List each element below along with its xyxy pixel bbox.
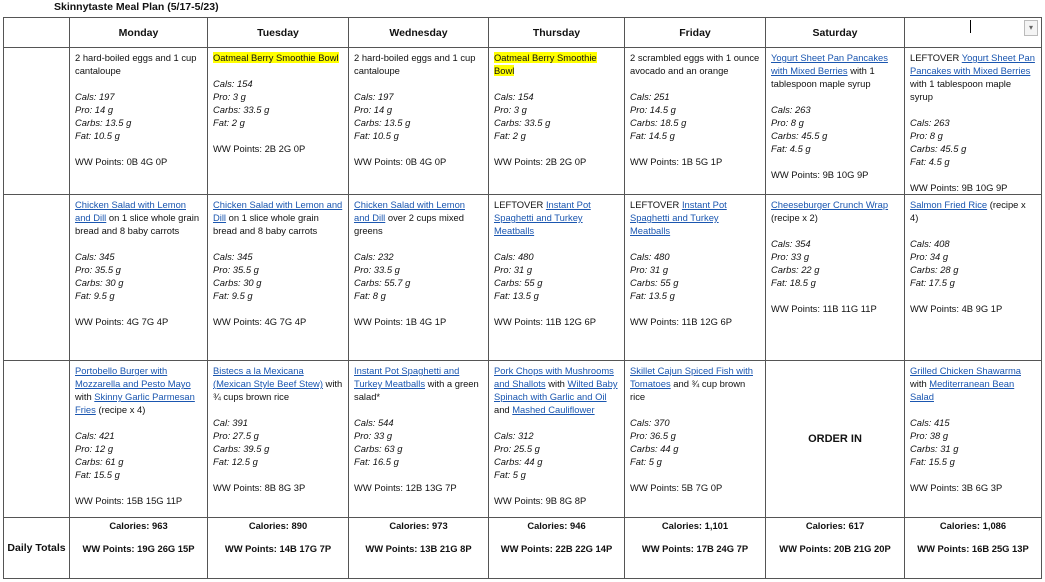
nutrition-pro: Pro: 35.5 g [75, 264, 121, 275]
recipe-link[interactable]: Chicken Salad with Lemon and Dill [354, 199, 465, 223]
nutrition-carbs: Carbs: 33.5 g [213, 104, 270, 115]
total-ww-points: WW Points: 20B 21G 20P [779, 543, 891, 554]
nutrition-carbs: Carbs: 55 g [494, 277, 543, 288]
nutrition-carbs: Carbs: 61 g [75, 456, 124, 467]
meal-description [354, 51, 483, 77]
day-header: Monday [70, 18, 208, 48]
daily-total-cell [349, 518, 489, 579]
ww-points: WW Points: 4G 7G 4P [75, 316, 169, 327]
meal-cell [489, 195, 625, 361]
page-title: Skinnytaste Meal Plan (5/17-5/23) [54, 1, 219, 13]
nutrition-fat: Fat: 12.5 g [213, 456, 258, 467]
recipe-link[interactable]: Pork Chops with Mushrooms and Shallots [494, 365, 614, 389]
nutrition-cals: Cals: 345 [75, 251, 115, 262]
daily-totals-row [4, 518, 1042, 579]
nutrition-carbs: Carbs: 13.5 g [354, 117, 411, 128]
meal-description [910, 364, 1036, 403]
recipe-link[interactable]: Mediterranean Bean Salad [910, 378, 1015, 402]
nutrition-cals: Cal: 391 [213, 417, 248, 428]
nutrition-pro: Pro: 35.5 g [213, 264, 259, 275]
day-header: Wednesday [349, 18, 489, 48]
nutrition-fat: Fat: 9.5 g [75, 290, 115, 301]
meal-cell [349, 361, 489, 518]
ww-points: WW Points: 3B 6G 3P [910, 482, 1003, 493]
nutrition-carbs: Carbs: 22 g [771, 264, 820, 275]
ww-points: WW Points: 5B 7G 0P [630, 482, 723, 493]
total-calories: Calories: 973 [389, 520, 448, 531]
nutrition-pro: Pro: 31 g [630, 264, 669, 275]
nutrition-fat: Fat: 13.5 g [630, 290, 675, 301]
meal-cell [70, 48, 208, 195]
recipe-link[interactable]: Chicken Salad with Lemon and Dill [213, 199, 343, 223]
filter-dropdown-icon[interactable]: ▾ [1024, 20, 1038, 36]
nutrition-carbs: Carbs: 18.5 g [630, 117, 687, 128]
nutrition-fat: Fat: 13.5 g [494, 290, 539, 301]
nutrition-carbs: Carbs: 33.5 g [494, 117, 551, 128]
nutrition-fat: Fat: 10.5 g [354, 130, 399, 141]
meal-cell [208, 361, 349, 518]
ww-points: WW Points: 4G 7G 4P [213, 316, 307, 327]
corner-cell [4, 18, 70, 48]
meal-description [354, 364, 483, 403]
recipe-link[interactable]: Mashed Cauliflower [512, 404, 595, 415]
total-calories: Calories: 890 [248, 520, 308, 531]
meal-cell [208, 195, 349, 361]
nutrition-cals: Cals: 354 [771, 238, 811, 249]
nutrition-cals: Cals: 544 [354, 417, 394, 428]
recipe-link[interactable]: Skillet Cajun Spiced Fish with Tomatoes [630, 365, 753, 389]
day-header: Saturday [766, 18, 905, 48]
meal-text: 2 hard-boiled eggs and 1 cup cantaloupe [75, 52, 197, 76]
header-row [4, 18, 1042, 48]
ww-points: WW Points: 1B 4G 1P [354, 316, 447, 327]
meal-description [213, 51, 343, 64]
ww-points: WW Points: 1B 5G 1P [630, 156, 723, 167]
day-header: Friday [625, 18, 766, 48]
nutrition-carbs: Carbs: 63 g [354, 443, 403, 454]
text-cursor [970, 20, 971, 33]
daily-total-cell [489, 518, 625, 579]
meal-description [910, 198, 1036, 224]
meal-cell [766, 195, 905, 361]
nutrition-pro: Pro: 8 g [771, 117, 804, 128]
meal-text: with [75, 391, 95, 402]
meal-text: LEFTOVER [630, 199, 682, 210]
meal-text: on 1 slice whole grain bread and 8 baby carrots [213, 212, 319, 236]
nutrition-carbs: Carbs: 31 g [910, 443, 959, 454]
meal-text: with [545, 378, 568, 389]
nutrition-fat: Fat: 15.5 g [910, 456, 955, 467]
nutrition-pro: Pro: 14 g [75, 104, 114, 115]
ww-points: WW Points: 15B 15G 11P [75, 495, 183, 506]
total-calories: Calories: 1,086 [939, 520, 1007, 531]
meal-text: with 1 tablespoon maple syrup [771, 65, 875, 89]
meal-description [494, 364, 619, 416]
total-calories: Calories: 946 [527, 520, 586, 531]
nutrition-fat: Fat: 5 g [630, 456, 662, 467]
meal-cell [70, 361, 208, 518]
nutrition-fat: Fat: 4.5 g [910, 156, 950, 167]
meal-cell [625, 48, 766, 195]
recipe-link[interactable]: Cheeseburger Crunch Wrap [771, 199, 889, 210]
meal-cell [70, 195, 208, 361]
nutrition-carbs: Carbs: 44 g [630, 443, 679, 454]
meal-description [213, 364, 343, 403]
meal-text: LEFTOVER [494, 199, 546, 210]
day-header: Thursday [489, 18, 625, 48]
meal-cell [349, 48, 489, 195]
ww-points: WW Points: 9B 10G 9P [771, 169, 869, 180]
total-ww-points: WW Points: 22B 22G 14P [500, 543, 613, 554]
nutrition-cals: Cals: 197 [354, 91, 394, 102]
meal-text: 2 scrambled eggs with 1 ounce avocado and an orange [630, 52, 760, 76]
meal-cell [905, 48, 1042, 195]
recipe-link[interactable]: Instant Pot Spaghetti and Turkey Meatballs [630, 199, 727, 236]
nutrition-cals: Cals: 232 [354, 251, 394, 262]
nutrition-fat: Fat: 2 g [494, 130, 526, 141]
nutrition-pro: Pro: 27.5 g [213, 430, 259, 441]
nutrition-cals: Cals: 263 [910, 117, 950, 128]
nutrition-pro: Pro: 8 g [910, 130, 943, 141]
meal-description [494, 198, 619, 237]
nutrition-carbs: Carbs: 39.5 g [213, 443, 270, 454]
meal-text: LEFTOVER [910, 52, 962, 63]
meal-row [4, 195, 1042, 361]
meal-description [213, 198, 343, 237]
total-ww-points: WW Points: 17B 24G 7P [641, 543, 749, 554]
nutrition-pro: Pro: 3 g [213, 91, 246, 102]
total-calories: Calories: 617 [805, 520, 865, 531]
total-calories: Calories: 963 [109, 520, 168, 531]
ww-points: WW Points: 0B 4G 0P [75, 156, 168, 167]
daily-total-cell [70, 518, 208, 579]
meal-text: with a green salad* [354, 378, 479, 402]
meal-cell [625, 195, 766, 361]
meal-text: 2 hard-boiled eggs and 1 cup cantaloupe [354, 52, 476, 76]
nutrition-cals: Cals: 480 [494, 251, 534, 262]
meal-text: and ¾ cup brown rice [630, 378, 746, 402]
meal-cell [208, 48, 349, 195]
recipe-link[interactable]: Instant Pot Spaghetti and Turkey Meatballs [354, 365, 460, 389]
meal-description [630, 198, 760, 237]
nutrition-pro: Pro: 36.5 g [630, 430, 676, 441]
meal-text: (recipe x 4) [95, 404, 146, 415]
nutrition-carbs: Carbs: 28 g [910, 264, 959, 275]
daily-total-cell [766, 518, 905, 579]
total-ww-points: WW Points: 14B 17G 7P [224, 543, 332, 554]
ww-points: WW Points: 11B 12G 6P [494, 316, 596, 327]
meal-row [4, 361, 1042, 518]
daily-total-cell [625, 518, 766, 579]
nutrition-fat: Fat: 18.5 g [771, 277, 816, 288]
nutrition-fat: Fat: 9.5 g [213, 290, 253, 301]
meal-description [630, 364, 760, 403]
meal-description [494, 51, 619, 77]
recipe-link[interactable]: Grilled Chicken Shawarma [910, 365, 1021, 376]
nutrition-pro: Pro: 12 g [75, 443, 114, 454]
nutrition-cals: Cals: 251 [630, 91, 670, 102]
day-header: Tuesday [208, 18, 349, 48]
meal-description [75, 51, 202, 77]
nutrition-pro: Pro: 14.5 g [630, 104, 676, 115]
meal-cell [489, 48, 625, 195]
recipe-link[interactable]: Instant Pot Spaghetti and Turkey Meatballs [494, 199, 591, 236]
recipe-link[interactable]: Wilted Baby Spinach with Garlic and Oil [494, 378, 618, 402]
nutrition-fat: Fat: 10.5 g [75, 130, 120, 141]
meal-text: (recipe x 4) [910, 199, 1026, 223]
ww-points: WW Points: 9B 10G 9P [910, 182, 1008, 193]
nutrition-cals: Cals: 480 [630, 251, 670, 262]
nutrition-pro: Pro: 3 g [494, 104, 527, 115]
nutrition-carbs: Carbs: 45.5 g [771, 130, 828, 141]
meal-description [75, 198, 202, 237]
recipe-link[interactable]: Portobello Burger with Mozzarella and Pesto Mayo [75, 365, 191, 389]
ww-points: WW Points: 9B 8G 8P [494, 495, 587, 506]
meal-cell [905, 361, 1042, 518]
nutrition-pro: Pro: 31 g [494, 264, 533, 275]
nutrition-carbs: Carbs: 45.5 g [910, 143, 967, 154]
nutrition-pro: Pro: 34 g [910, 251, 949, 262]
meal-description [75, 364, 202, 416]
day-header [905, 18, 1042, 48]
nutrition-pro: Pro: 33 g [771, 251, 810, 262]
nutrition-cals: Cals: 415 [910, 417, 950, 428]
nutrition-fat: Fat: 15.5 g [75, 469, 120, 480]
meal-cell [625, 361, 766, 518]
ww-points: WW Points: 12B 13G 7P [354, 482, 457, 493]
nutrition-cals: Cals: 345 [213, 251, 253, 262]
totals-label: Daily Totals [4, 518, 70, 579]
nutrition-cals: Cals: 312 [494, 430, 534, 441]
nutrition-cals: Cals: 263 [771, 104, 811, 115]
ww-points: WW Points: 0B 4G 0P [354, 156, 447, 167]
daily-total-cell [905, 518, 1042, 579]
nutrition-fat: Fat: 17.5 g [910, 277, 955, 288]
nutrition-pro: Pro: 14 g [354, 104, 393, 115]
recipe-link[interactable]: Yogurt Sheet Pan Pancakes with Mixed Berries [771, 52, 888, 76]
nutrition-carbs: Carbs: 30 g [213, 277, 262, 288]
recipe-link[interactable]: Yogurt Sheet Pan Pancakes with Mixed Berries [910, 52, 1035, 76]
meal-plan-table [3, 17, 1042, 579]
nutrition-carbs: Carbs: 44 g [494, 456, 543, 467]
nutrition-pro: Pro: 38 g [910, 430, 949, 441]
row-label-cell [4, 361, 70, 518]
ww-points: WW Points: 11B 11G 11P [771, 303, 877, 314]
nutrition-cals: Cals: 421 [75, 430, 115, 441]
meal-cell [766, 48, 905, 195]
nutrition-cals: Cals: 197 [75, 91, 115, 102]
nutrition-fat: Fat: 16.5 g [354, 456, 399, 467]
nutrition-fat: Fat: 2 g [213, 117, 245, 128]
nutrition-carbs: Carbs: 55 g [630, 277, 679, 288]
nutrition-cals: Cals: 408 [910, 238, 950, 249]
nutrition-pro: Pro: 25.5 g [494, 443, 540, 454]
meal-text: over 2 cups mixed greens [354, 212, 464, 236]
nutrition-pro: Pro: 33 g [354, 430, 393, 441]
meal-text: on 1 slice whole grain bread and 8 baby carrots [75, 212, 200, 236]
meal-row [4, 48, 1042, 195]
ww-points: WW Points: 11B 12G 6P [630, 316, 732, 327]
meal-cell [489, 361, 625, 518]
nutrition-pro: Pro: 33.5 g [354, 264, 400, 275]
total-ww-points: WW Points: 16B 25G 13P [917, 543, 1029, 554]
ww-points: WW Points: 8B 8G 3P [213, 482, 306, 493]
recipe-link[interactable]: Salmon Fried Rice [910, 199, 988, 210]
order-in-cell: ORDER IN [766, 361, 905, 518]
ww-points: WW Points: 2B 2G 0P [494, 156, 587, 167]
total-calories: Calories: 1,101 [661, 520, 729, 531]
ww-points: WW Points: 2B 2G 0P [213, 143, 306, 154]
nutrition-cals: Cals: 154 [494, 91, 534, 102]
meal-description [771, 51, 899, 90]
nutrition-carbs: Carbs: 13.5 g [75, 117, 132, 128]
meal-text: (recipe x 2) [771, 212, 818, 223]
nutrition-fat: Fat: 14.5 g [630, 130, 675, 141]
meal-description [354, 198, 483, 237]
nutrition-carbs: Carbs: 55.7 g [354, 277, 411, 288]
meal-text: with [910, 378, 930, 389]
nutrition-fat: Fat: 5 g [494, 469, 526, 480]
daily-total-cell [208, 518, 349, 579]
nutrition-carbs: Carbs: 30 g [75, 277, 124, 288]
meal-text: and [494, 404, 513, 415]
nutrition-fat: Fat: 4.5 g [771, 143, 811, 154]
total-ww-points: WW Points: 19G 26G 15P [82, 543, 195, 554]
ww-points: WW Points: 4B 9G 1P [910, 303, 1003, 314]
recipe-link[interactable]: Bistecs a la Mexicana (Mexican Style Beef Stew) [213, 365, 323, 389]
recipe-link[interactable]: Chicken Salad with Lemon and Dill [75, 199, 186, 223]
nutrition-fat: Fat: 8 g [354, 290, 386, 301]
recipe-link[interactable]: Skinny Garlic Parmesan Fries [75, 391, 195, 415]
highlighted-text: Oatmeal Berry Smoothie Bowl [494, 52, 597, 76]
meal-text: with 1 tablespoon maple syrup [910, 78, 1012, 102]
nutrition-cals: Cals: 154 [213, 78, 253, 89]
meal-description [771, 198, 899, 224]
total-ww-points: WW Points: 13B 21G 8P [365, 543, 472, 554]
meal-description [910, 51, 1036, 103]
meal-cell [905, 195, 1042, 361]
nutrition-cals: Cals: 370 [630, 417, 670, 428]
row-label-cell [4, 195, 70, 361]
meal-cell [349, 195, 489, 361]
highlighted-text: Oatmeal Berry Smoothie Bowl [213, 52, 339, 63]
row-label-cell [4, 48, 70, 195]
meal-description [630, 51, 760, 77]
meal-text: with ¾ cups brown rice [213, 378, 343, 402]
